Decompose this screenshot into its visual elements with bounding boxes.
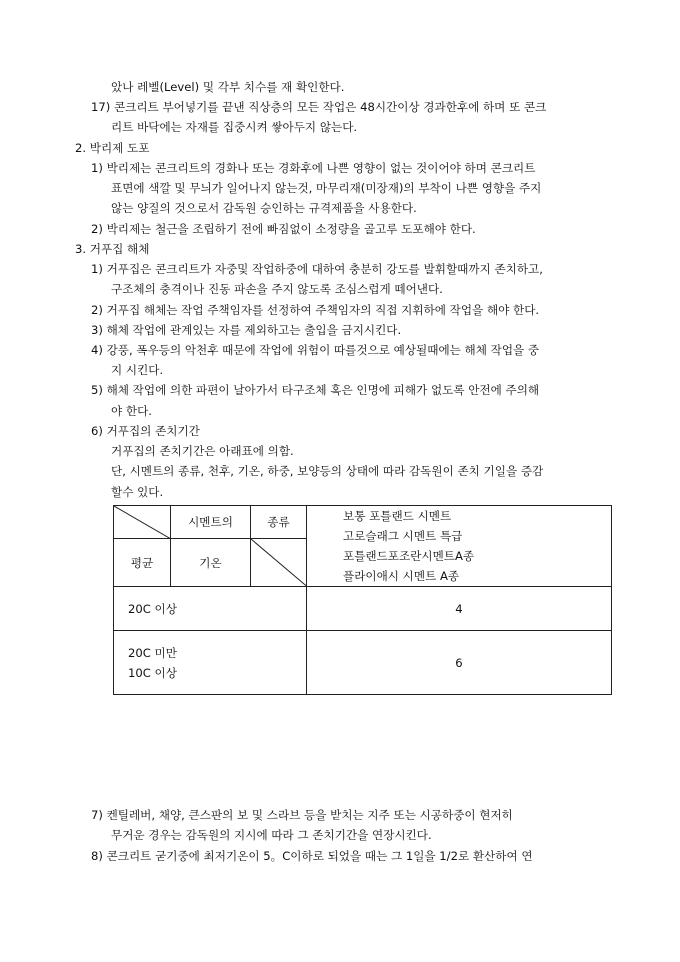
text-line: 할수 있다. [111, 485, 164, 499]
temp-line: 20C 미만 [128, 645, 177, 660]
text-line: 1) 박리제는 콘크리트의 경화나 또는 경화후에 나쁜 영향이 없는 것이어야 하며 콘크리트 [91, 161, 536, 175]
formwork-period-table [113, 505, 612, 695]
temp-cell: 20C 이상 [114, 587, 307, 631]
text-line: 거푸집의 존치기간은 아래표에 의함. [111, 444, 294, 458]
text-line: 단, 시멘트의 종류, 천후, 기온, 하중, 보양등의 상태에 따라 감독원이 존치 기일을 증감 [111, 464, 544, 478]
text-line: 리트 바닥에는 자재를 집중시켜 쌓아두지 않는다. [111, 120, 358, 134]
temp-cell [114, 631, 307, 695]
cement-type: 보통 포틀랜드 시멘트 [343, 509, 452, 523]
text-line: 4) 강풍, 폭우등의 악천후 때문에 작업에 위험이 따를것으로 예상될때에는 해체 작업을 중 [91, 343, 540, 357]
corner-cell-2 [251, 539, 307, 587]
text-line: 7) 켄틸레버, 채양, 큰스판의 보 및 스라브 등을 받치는 지주 또는 시공하중이 현저히 [91, 808, 513, 822]
text-line: 2) 거푸집 해체는 작업 주책임자를 선정하여 주책임자의 직접 지휘하에 작업을 해야 한다. [91, 303, 540, 317]
text-line: 5) 해체 작업에 의한 파편이 날아가서 타구조체 혹은 인명에 피해가 없도록 안전에 주의해 [91, 383, 540, 397]
text-line: 야 한다. [111, 404, 152, 418]
table-row [114, 631, 612, 695]
text-line: 8) 콘크리트 굳기중에 최저기온이 5。C이하로 되었을 때는 그 1일을 1/2로 환산하여 연 [91, 849, 533, 863]
text-line: 않는 양질의 것으로서 감독원 승인하는 규격제품을 사용한다. [111, 201, 417, 215]
text-line: 무거운 경우는 감독원의 지시에 따라 그 존치기간을 연장시킨다. [111, 828, 432, 842]
header-cement: 시멘트의 [171, 506, 251, 539]
temp-line: 10C 이상 [128, 665, 177, 680]
days-cell: 4 [307, 587, 612, 631]
cement-type: 플라이애시 시멘트 A종 [343, 569, 460, 583]
corner-cell [114, 506, 171, 539]
cement-types-cell [307, 506, 612, 587]
text-line: 3) 해체 작업에 관계있는 자를 제외하고는 출입을 금지시킨다. [91, 323, 402, 337]
cement-type: 포틀랜드포조란시멘트A종 [343, 549, 475, 563]
header-temp: 기온 [171, 539, 251, 587]
header-avg: 평균 [114, 539, 171, 587]
days-cell: 6 [307, 631, 612, 695]
section-heading: 3. 거푸집 해체 [75, 242, 150, 256]
text-line: 1) 거푸집은 콘크리트가 자중및 작업하중에 대하여 충분히 강도를 발휘할때까지 존치하고, [91, 262, 543, 276]
text-line: 았나 레벨(Level) 및 각부 치수를 재 확인한다. [111, 80, 345, 94]
text-line: 6) 거푸집의 존치기간 [91, 424, 200, 438]
text-line: 17) 콘크리트 부어넣기를 끝낸 직상층의 모든 작업은 48시간이상 경과한후에 하며 또 콘크 [91, 100, 547, 114]
cement-type: 고로슬래그 시멘트 특급 [343, 529, 463, 543]
diagonal-line [251, 539, 306, 586]
diagonal-line [114, 506, 170, 538]
table-row [114, 587, 612, 631]
header-type: 종류 [251, 506, 307, 539]
text-line: 표면에 색깔 및 무늬가 일어나지 않는것, 마무리재(미장재)의 부착이 나쁜 영향을 주지 [111, 181, 542, 195]
section-heading: 2. 박리제 도포 [75, 141, 150, 155]
text-line: 구조체의 충격이나 진동 파손을 주지 않도록 조심스럽게 떼어낸다. [111, 282, 443, 296]
text-line: 지 시킨다. [111, 363, 164, 377]
text-line: 2) 박리제는 철근을 조립하기 전에 빠짐없이 소정량을 골고루 도포해야 한다. [91, 222, 476, 236]
